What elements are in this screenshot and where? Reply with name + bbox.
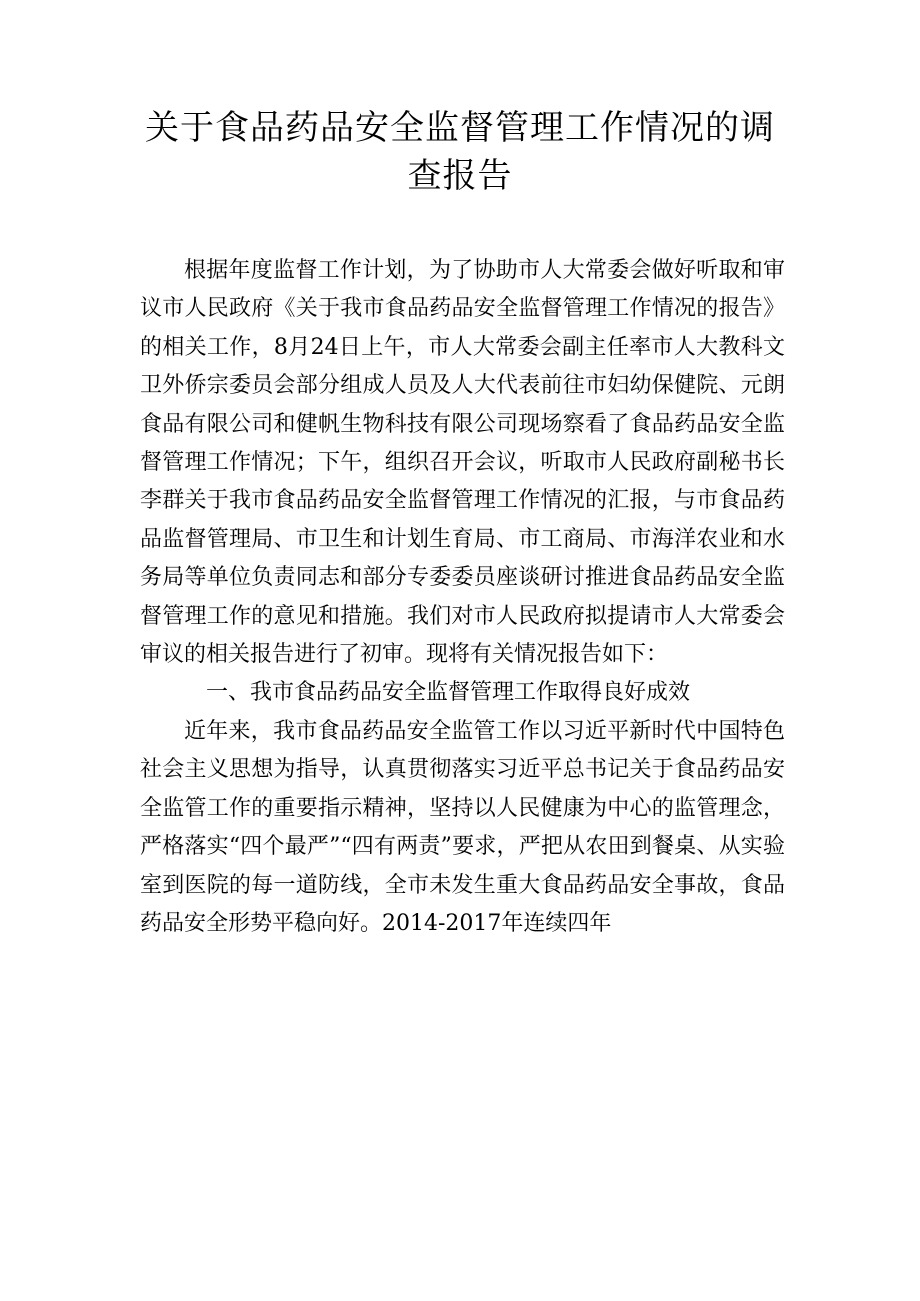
- document-body: [140, 252, 785, 943]
- paragraph-section-1: 近年来，我市食品药品安全监管工作以习近平新时代中国特色社会主义思想为指导，认真贯彻落实习近平总书记关于食品药品安全监管工作的重要指示精神，坚持以人民健康为中心的监管理念，严格落实“四个最严”“四有两责”要求，严把从农田到餐桌、从实验室到医院的每一道防线，全市未发生重大食品药品安全事故，食品药品安全形势平稳向好。2014-2017年连续四年: [140, 718, 785, 936]
- section-heading-1: 一、我市食品药品安全监督管理工作取得良好成效: [206, 680, 691, 706]
- paragraph-intro: 根据年度监督工作计划，为了协助市人大常委会做好听取和审议市人民政府《关于我市食品药品安全监督管理工作情况的报告》的相关工作，8月24日上午，市人大常委会副主任率市人大教科文卫外侨宗委员会部分组成人员及人大代表前往市妇幼保健院、元朗食品有限公司和健帆生物科技有限公司现场察看了食品药品安全监督管理工作情况；下午，组织召开会议，听取市人民政府副秘书长李群关于我市食品药品安全监督管理工作情况的汇报，与市食品药品监督管理局、市卫生和计划生育局、市工商局、市海洋农业和水务局等单位负责同志和部分专委委员座谈研讨推进食品药品安全监督管理工作的意见和措施。我们对市人民政府拟提请市人大常委会审议的相关报告进行了初审。现将有关情况报告如下：: [140, 258, 785, 668]
- document-title: 关于食品药品安全监督管理工作情况的调查报告: [145, 108, 775, 196]
